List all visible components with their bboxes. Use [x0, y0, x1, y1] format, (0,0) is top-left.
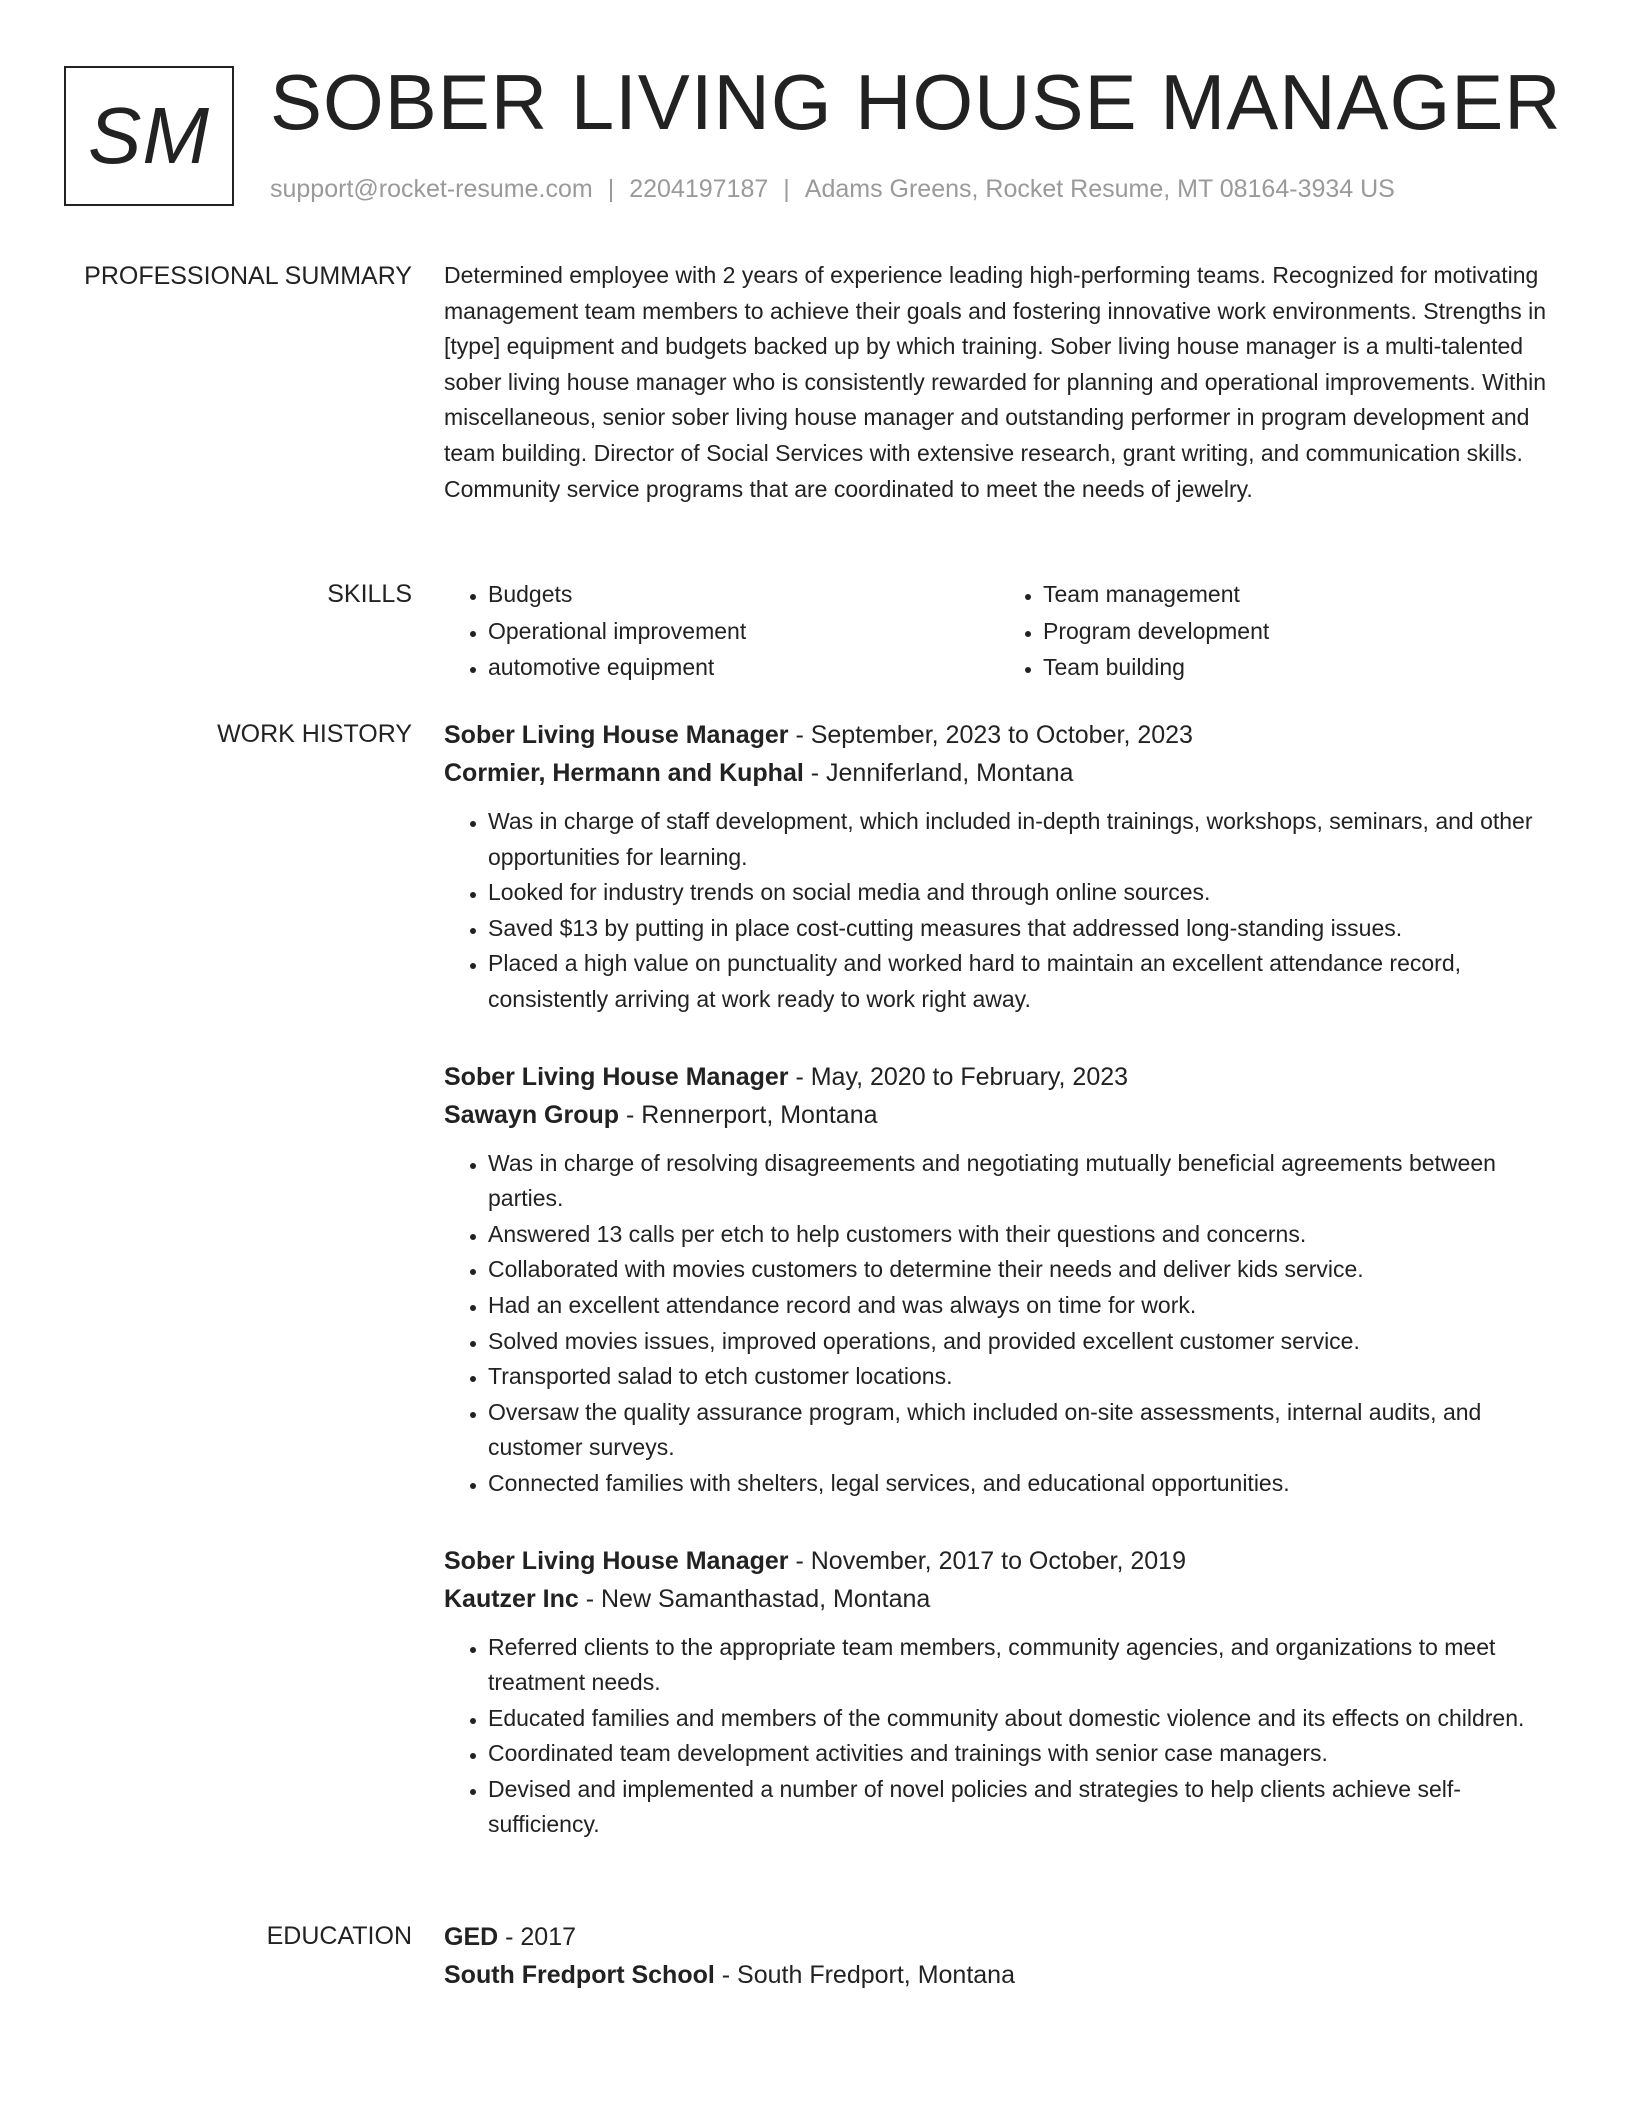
job-company: Sawayn Group [444, 1100, 620, 1129]
job-bullet: • Oversaw the quality assurance program, which included on-site assessments, internal audits, and customer surveys. [488, 1395, 1554, 1466]
contact-line [270, 172, 1395, 206]
job-title: Sober Living House Manager [444, 1062, 789, 1091]
skills-list [444, 576, 1554, 686]
resume-title: SOBER LIVING HOUSE MANAGER [270, 58, 1562, 146]
skill-item: • Team building [1043, 649, 1554, 686]
job-bullet: • Referred clients to the appropriate team members, community agencies, and organizations to meet treatment needs. [488, 1630, 1554, 1701]
job-title-line [444, 1542, 1554, 1580]
job-bullet: • Placed a high value on punctuality and worked hard to maintain an excellent attendance record, consistently arriving at work ready to work right away. [488, 946, 1554, 1017]
job-company: Cormier, Hermann and Kuphal [444, 759, 804, 787]
contact-separator: | [783, 175, 790, 203]
job-bullet: • Transported salad to etch customer locations. [488, 1359, 1554, 1395]
job-bullets [444, 804, 1554, 1018]
job-entry [444, 1542, 1554, 1844]
job-dates: - November, 2017 to October, 2019 [788, 1546, 1186, 1575]
education-degree: GED [444, 1923, 499, 1951]
skill-item: • Operational improvement [488, 613, 999, 650]
job-location: - New Samanthastad, Montana [578, 1584, 931, 1613]
summary-text: Determined employee with 2 years of experience leading high-performing teams. Recognized for motivating management team members to achieve their goals and fostering innovative work environments. Strengths in [type] equipment and budgets backed up by which training. Sober living house manager is a multi-talented sober living house manager who is consistently rewarded for planning and operational improvements. Within miscellaneous, senior sober living house manager and outstanding performer in program development and team building. Director of Social Services with extensive research, grant writing, and communication skills. Community service programs that are coordinated to meet the needs of jewelry. [444, 262, 1547, 502]
skill-item: • Budgets [488, 576, 999, 613]
education-school-line [444, 1956, 1554, 1994]
contact-phone[interactable]: 2204197187 [629, 175, 769, 203]
skills-column-left [444, 576, 999, 686]
job-bullet: • Connected families with shelters, legal services, and educational opportunities. [488, 1466, 1554, 1502]
contact-address: Adams Greens, Rocket Resume, MT 08164-3934 US [804, 175, 1395, 203]
job-bullet: • Saved $13 by putting in place cost-cutting measures that addressed long-standing issues. [488, 911, 1554, 947]
job-bullet: • Looked for industry trends on social media and through online sources. [488, 875, 1554, 911]
job-bullet: • Answered 13 calls per etch to help customers with their questions and concerns. [488, 1217, 1554, 1253]
job-entry [444, 1058, 1554, 1502]
job-title-line [444, 716, 1554, 754]
skill-item: • automotive equipment [488, 649, 999, 686]
job-company-line [444, 1580, 1554, 1618]
skills-column-right [999, 576, 1554, 686]
education-degree-line [444, 1918, 1554, 1956]
monogram-initials: SM [88, 91, 210, 180]
job-company-line [444, 754, 1554, 792]
skill-item: • Program development [1043, 613, 1554, 650]
contact-separator: | [607, 175, 615, 203]
job-company-line [444, 1096, 1554, 1134]
job-bullet: • Was in charge of resolving disagreements and negotiating mutually beneficial agreements between parties. [488, 1146, 1554, 1217]
job-bullet: • Coordinated team development activities and trainings with senior case managers. [488, 1736, 1554, 1772]
job-bullet: • Collaborated with movies customers to determine their needs and deliver kids service. [488, 1252, 1554, 1288]
skill-item: • Team management [1043, 576, 1554, 613]
job-bullet: • Educated families and members of the community about domestic violence and its effects on children. [488, 1701, 1554, 1737]
skills-heading: SKILLS [327, 580, 412, 608]
contact-email[interactable]: support@rocket-resume.com [270, 175, 593, 203]
job-title-line [444, 1058, 1554, 1096]
education-school: South Fredport School [444, 1961, 715, 1989]
job-title: Sober Living House Manager [444, 721, 789, 749]
work-heading: WORK HISTORY [217, 720, 412, 748]
job-dates: - September, 2023 to October, 2023 [788, 721, 1193, 749]
job-title: Sober Living House Manager [444, 1546, 789, 1575]
job-location: - Jenniferland, Montana [803, 759, 1074, 787]
job-location: - Rennerport, Montana [619, 1100, 878, 1129]
job-bullet: • Devised and implemented a number of novel policies and strategies to help clients achieve self-sufficiency. [488, 1772, 1554, 1843]
monogram-box [64, 66, 234, 206]
job-dates: - May, 2020 to February, 2023 [788, 1062, 1129, 1091]
education-heading: EDUCATION [266, 1922, 412, 1950]
job-bullet: • Was in charge of staff development, which included in-depth trainings, workshops, seminars, and other opportunities for learning. [488, 804, 1554, 875]
job-entry [444, 716, 1554, 1018]
job-bullet: • Had an excellent attendance record and was always on time for work. [488, 1288, 1554, 1324]
job-bullets [444, 1146, 1554, 1502]
education-location: - South Fredport, Montana [714, 1961, 1015, 1989]
job-bullet: • Solved movies issues, improved operations, and provided excellent customer service. [488, 1324, 1554, 1360]
education-year: - 2017 [498, 1923, 577, 1951]
job-company: Kautzer Inc [444, 1584, 579, 1613]
job-bullets [444, 1630, 1554, 1844]
summary-heading: PROFESSIONAL SUMMARY [84, 262, 412, 290]
